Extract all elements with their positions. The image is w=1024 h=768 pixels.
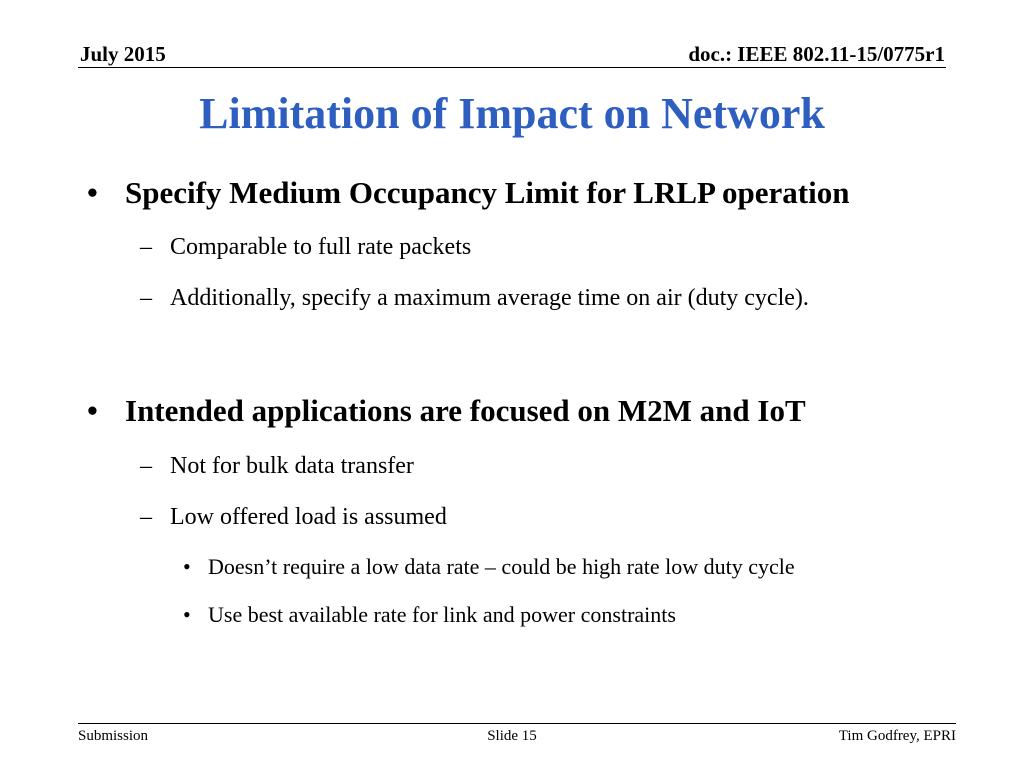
bullet-2-text: Intended applications are focused on M2M and IoT — [125, 393, 806, 428]
bullet-marker: • — [183, 554, 191, 579]
header-doc-id: doc.: IEEE 802.11-15/0775r1 — [688, 42, 945, 66]
footer-author: Tim Godfrey, EPRI — [838, 728, 956, 744]
bullet-1-sub-1-text: Comparable to full rate packets — [170, 234, 472, 260]
footer-submission: Submission — [78, 728, 149, 744]
bullet-marker: • — [87, 175, 98, 210]
footer-rule — [78, 723, 956, 724]
dash-marker: – — [140, 285, 152, 311]
dash-marker: – — [140, 234, 152, 260]
bullet-1-text: Specify Medium Occupancy Limit for LRLP operation — [125, 175, 850, 210]
bullet-1-sub-2-text: Additionally, specify a maximum average time on air (duty cycle). — [170, 285, 809, 311]
header-rule — [78, 67, 946, 68]
slide-title: Limitation of Impact on Network — [199, 89, 825, 138]
bullet-2-sub-2-text: Low offered load is assumed — [170, 504, 447, 530]
bullet-marker: • — [183, 602, 191, 627]
bullet-2-sub-2-item-1-text: Doesn’t require a low data rate – could be high rate low duty cycle — [208, 554, 795, 579]
bullet-2-sub-1-text: Not for bulk data transfer — [170, 453, 414, 479]
header-date: July 2015 — [80, 42, 166, 66]
dash-marker: – — [140, 504, 152, 530]
bullet-marker: • — [87, 393, 98, 428]
bullet-2-sub-2-item-2-text: Use best available rate for link and power constraints — [208, 602, 676, 627]
footer-slide-number: Slide 15 — [487, 728, 537, 744]
dash-marker: – — [140, 453, 152, 479]
